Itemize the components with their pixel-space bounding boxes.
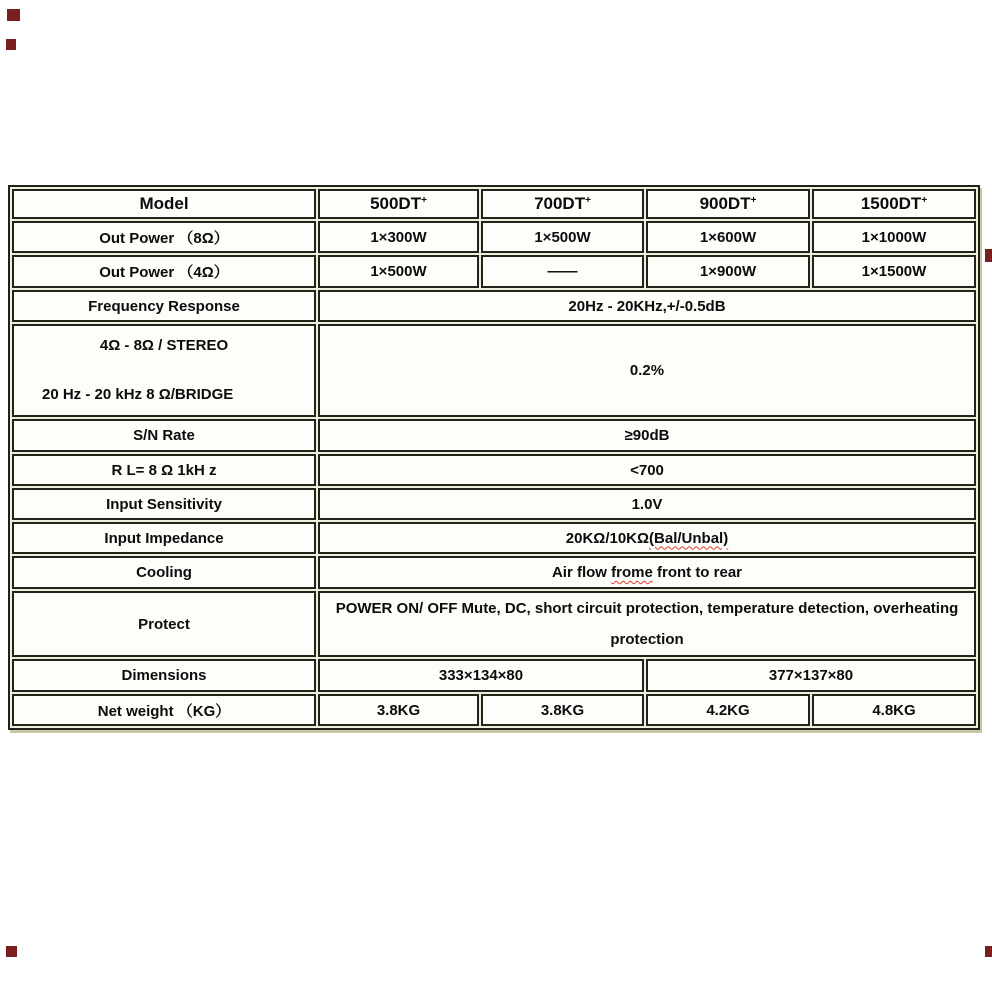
- impedance-value-text: 20KΩ/10KΩ: [565, 529, 650, 547]
- row-label: Cooling: [12, 556, 316, 589]
- corner-mark: [6, 946, 17, 957]
- model-plus-superscript: +: [585, 195, 591, 206]
- row-label: S/N Rate: [12, 419, 316, 452]
- thd-label-wrap: [18, 326, 310, 415]
- row-label: Frequency Response: [12, 290, 316, 322]
- protect-value-text: POWER ON/ OFF Mute, DC, short circuit protection, temperature detection, overheating protection: [335, 600, 959, 648]
- spec-value: 0.2%: [318, 324, 976, 417]
- corner-mark: [7, 9, 20, 21]
- row-label: Dimensions: [12, 659, 316, 692]
- table-row-input-sensitivity: [12, 488, 976, 520]
- table-row-header: [12, 189, 976, 219]
- spec-value: [318, 522, 976, 554]
- model-plus-superscript: +: [421, 195, 427, 206]
- spec-value: 1×500W: [318, 255, 479, 288]
- spec-value: 3.8KG: [481, 694, 644, 726]
- model-name-cell: [646, 189, 810, 219]
- spec-value: 3.8KG: [318, 694, 479, 726]
- spec-value: 333×134×80: [318, 659, 644, 692]
- spec-value: 1×1500W: [812, 255, 976, 288]
- row-label: Protect: [12, 591, 316, 657]
- model-name-cell: [318, 189, 479, 219]
- model-name: 900DT: [699, 194, 751, 213]
- row-label: Net weight （KG）: [12, 694, 316, 726]
- corner-mark: [985, 946, 992, 957]
- spec-value: <700: [318, 454, 976, 486]
- table-row-out-power-4ohm: [12, 255, 976, 288]
- spec-value: 1.0V: [318, 488, 976, 520]
- corner-mark: [6, 39, 16, 50]
- model-name-cell: [481, 189, 644, 219]
- spec-value: 1×500W: [481, 221, 644, 253]
- row-label: R L= 8 Ω 1kH z: [12, 454, 316, 486]
- row-label: Input Impedance: [12, 522, 316, 554]
- spec-value: 1×300W: [318, 221, 479, 253]
- row-label: Input Sensitivity: [12, 488, 316, 520]
- thd-label-line1: 4Ω - 8Ω / STEREO: [99, 337, 229, 354]
- table-row-cooling: [12, 556, 976, 589]
- impedance-value-misspell-underline: (Bal/Unbal): [649, 529, 729, 547]
- table-row-frequency-response: [12, 290, 976, 322]
- row-label: Out Power （4Ω）: [12, 255, 316, 288]
- spec-value: 1×900W: [646, 255, 810, 288]
- spec-value: 1×600W: [646, 221, 810, 253]
- table-row-net-weight: [12, 694, 976, 726]
- model-plus-superscript: +: [921, 195, 928, 206]
- model-name: 1500DT: [860, 194, 922, 213]
- spec-value: ≥90dB: [318, 419, 976, 452]
- cooling-value-misspell-underline: frome: [611, 564, 653, 581]
- spec-value: 377×137×80: [646, 659, 976, 692]
- model-header-cell: Model: [12, 189, 316, 219]
- table-row-out-power-8ohm: [12, 221, 976, 253]
- spec-value: 20Hz - 20KHz,+/-0.5dB: [318, 290, 976, 322]
- row-label: [12, 324, 316, 417]
- model-name: 500DT: [370, 194, 422, 213]
- table-row-dimensions: [12, 659, 976, 692]
- cooling-value-text: Air flow: [551, 564, 612, 581]
- spec-value: 1×1000W: [812, 221, 976, 253]
- spec-value: [318, 591, 976, 657]
- amplifier-spec-table: [8, 185, 980, 730]
- table-row-input-impedance: [12, 522, 976, 554]
- spec-value: [318, 556, 976, 589]
- spec-value: 4.8KG: [812, 694, 976, 726]
- table-row-sn-rate: [12, 419, 976, 452]
- row-label: Out Power （8Ω）: [12, 221, 316, 253]
- model-name-cell: [812, 189, 976, 219]
- table-row-rl: [12, 454, 976, 486]
- model-name: 700DT: [534, 194, 586, 213]
- cooling-value-text: front to rear: [652, 564, 743, 581]
- spec-value: ——: [481, 255, 644, 288]
- corner-mark: [985, 249, 992, 262]
- model-plus-superscript: +: [750, 195, 757, 206]
- thd-label-line2: 20 Hz - 20 kHz 8 Ω/BRIDGE: [42, 386, 234, 403]
- table-row-thd: [12, 324, 976, 417]
- spec-value: 4.2KG: [646, 694, 810, 726]
- table-row-protect: [12, 591, 976, 657]
